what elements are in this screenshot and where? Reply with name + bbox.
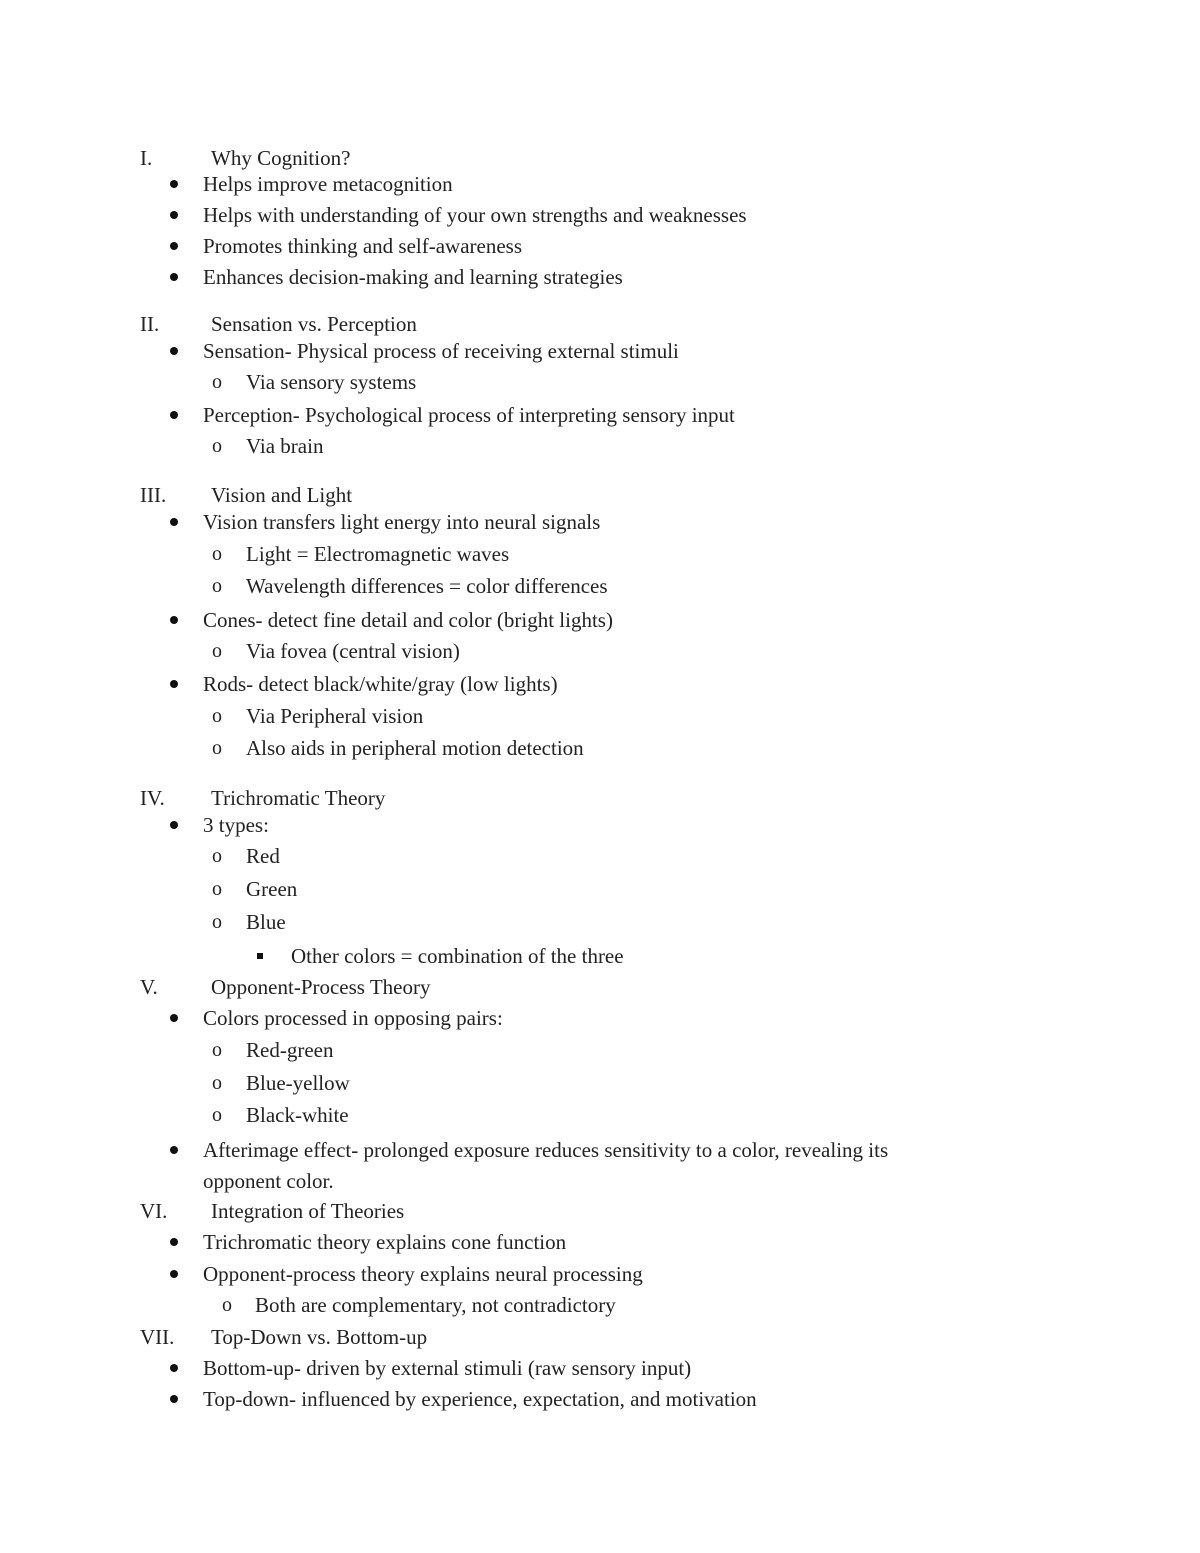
section-numeral: IV. bbox=[140, 786, 165, 810]
list-item-text: Light = Electromagnetic waves bbox=[246, 542, 510, 566]
section-title: Integration of Theories bbox=[211, 1199, 405, 1223]
section-numeral: I. bbox=[140, 146, 153, 170]
list-item-text: Bottom-up- driven by external stimuli (raw sensory input) bbox=[203, 1356, 692, 1380]
bullet-icon bbox=[170, 211, 178, 219]
list-item-text: Via brain bbox=[246, 434, 324, 458]
square-bullet-icon bbox=[257, 953, 263, 959]
list-item-text: Helps improve metacognition bbox=[203, 172, 453, 196]
hollow-bullet-icon: o bbox=[212, 543, 222, 565]
bullet-icon bbox=[170, 273, 178, 281]
hollow-bullet-icon: o bbox=[212, 845, 222, 867]
list-item-text: Wavelength differences = color differences bbox=[246, 574, 608, 598]
list-item-text: Other colors = combination of the three bbox=[291, 944, 624, 968]
list-item-text: Colors processed in opposing pairs: bbox=[203, 1006, 503, 1030]
list-item-text: Black-white bbox=[246, 1103, 349, 1127]
list-item-text: Afterimage effect- prolonged exposure reduces sensitivity to a color, revealing its bbox=[203, 1138, 889, 1162]
bullet-icon bbox=[170, 680, 178, 688]
list-item-text: Cones- detect fine detail and color (bright lights) bbox=[203, 608, 613, 632]
list-item-text: Trichromatic theory explains cone function bbox=[203, 1230, 567, 1254]
hollow-bullet-icon: o bbox=[212, 1072, 222, 1094]
hollow-bullet-icon: o bbox=[212, 737, 222, 759]
hollow-bullet-icon: o bbox=[212, 1039, 222, 1061]
list-item-text: Both are complementary, not contradictory bbox=[255, 1293, 616, 1317]
list-item-text: Red-green bbox=[246, 1038, 334, 1062]
list-item-text: Via sensory systems bbox=[246, 370, 417, 394]
section-title: Opponent-Process Theory bbox=[211, 975, 431, 999]
bullet-icon bbox=[170, 616, 178, 624]
bullet-icon bbox=[170, 518, 178, 526]
bullet-icon bbox=[170, 180, 178, 188]
hollow-bullet-icon: o bbox=[222, 1294, 232, 1316]
list-item-text: Top-down- influenced by experience, expectation, and motivation bbox=[203, 1387, 757, 1411]
section-numeral: VII. bbox=[140, 1325, 175, 1349]
bullet-icon bbox=[170, 1014, 178, 1022]
bullet-icon bbox=[170, 1270, 178, 1278]
section-numeral: V. bbox=[140, 975, 158, 999]
section-title: Vision and Light bbox=[211, 483, 353, 507]
list-item-text: Vision transfers light energy into neural signals bbox=[203, 510, 601, 534]
hollow-bullet-icon: o bbox=[212, 911, 222, 933]
bullet-icon bbox=[170, 1146, 178, 1154]
list-item-text: Enhances decision-making and learning strategies bbox=[203, 265, 623, 289]
list-item-text: Perception- Psychological process of interpreting sensory input bbox=[203, 403, 735, 427]
hollow-bullet-icon: o bbox=[212, 371, 222, 393]
hollow-bullet-icon: o bbox=[212, 878, 222, 900]
list-item-text: Promotes thinking and self-awareness bbox=[203, 234, 523, 258]
hollow-bullet-icon: o bbox=[212, 705, 222, 727]
bullet-icon bbox=[170, 1395, 178, 1403]
hollow-bullet-icon: o bbox=[212, 435, 222, 457]
bullet-icon bbox=[170, 347, 178, 355]
list-item-text: Red bbox=[246, 844, 280, 868]
section-title: Why Cognition? bbox=[211, 146, 351, 170]
bullet-icon bbox=[170, 821, 178, 829]
bullet-icon bbox=[170, 242, 178, 250]
bullet-icon bbox=[170, 411, 178, 419]
list-item-text: Rods- detect black/white/gray (low lights) bbox=[203, 672, 558, 696]
section-numeral: III. bbox=[140, 483, 167, 507]
bullet-icon bbox=[170, 1364, 178, 1372]
list-item-text: Blue bbox=[246, 910, 286, 934]
section-title: Top-Down vs. Bottom-up bbox=[211, 1325, 428, 1349]
hollow-bullet-icon: o bbox=[212, 640, 222, 662]
list-item-text: Opponent-process theory explains neural processing bbox=[203, 1262, 643, 1286]
list-item-text: Sensation- Physical process of receiving external stimuli bbox=[203, 339, 679, 363]
section-title: Trichromatic Theory bbox=[211, 786, 386, 810]
list-item-text: Via fovea (central vision) bbox=[246, 639, 460, 663]
list-item-text: Via Peripheral vision bbox=[246, 704, 424, 728]
section-numeral: II. bbox=[140, 312, 160, 336]
list-item-text: Green bbox=[246, 877, 298, 901]
list-item-text: opponent color. bbox=[203, 1169, 334, 1193]
hollow-bullet-icon: o bbox=[212, 575, 222, 597]
hollow-bullet-icon: o bbox=[212, 1104, 222, 1126]
section-numeral: VI. bbox=[140, 1199, 168, 1223]
list-item-text: Also aids in peripheral motion detection bbox=[246, 736, 584, 760]
list-item-text: Blue-yellow bbox=[246, 1071, 350, 1095]
list-item-text: Helps with understanding of your own strengths and weaknesses bbox=[203, 203, 747, 227]
bullet-icon bbox=[170, 1238, 178, 1246]
section-title: Sensation vs. Perception bbox=[211, 312, 417, 336]
list-item-text: 3 types: bbox=[203, 813, 269, 837]
